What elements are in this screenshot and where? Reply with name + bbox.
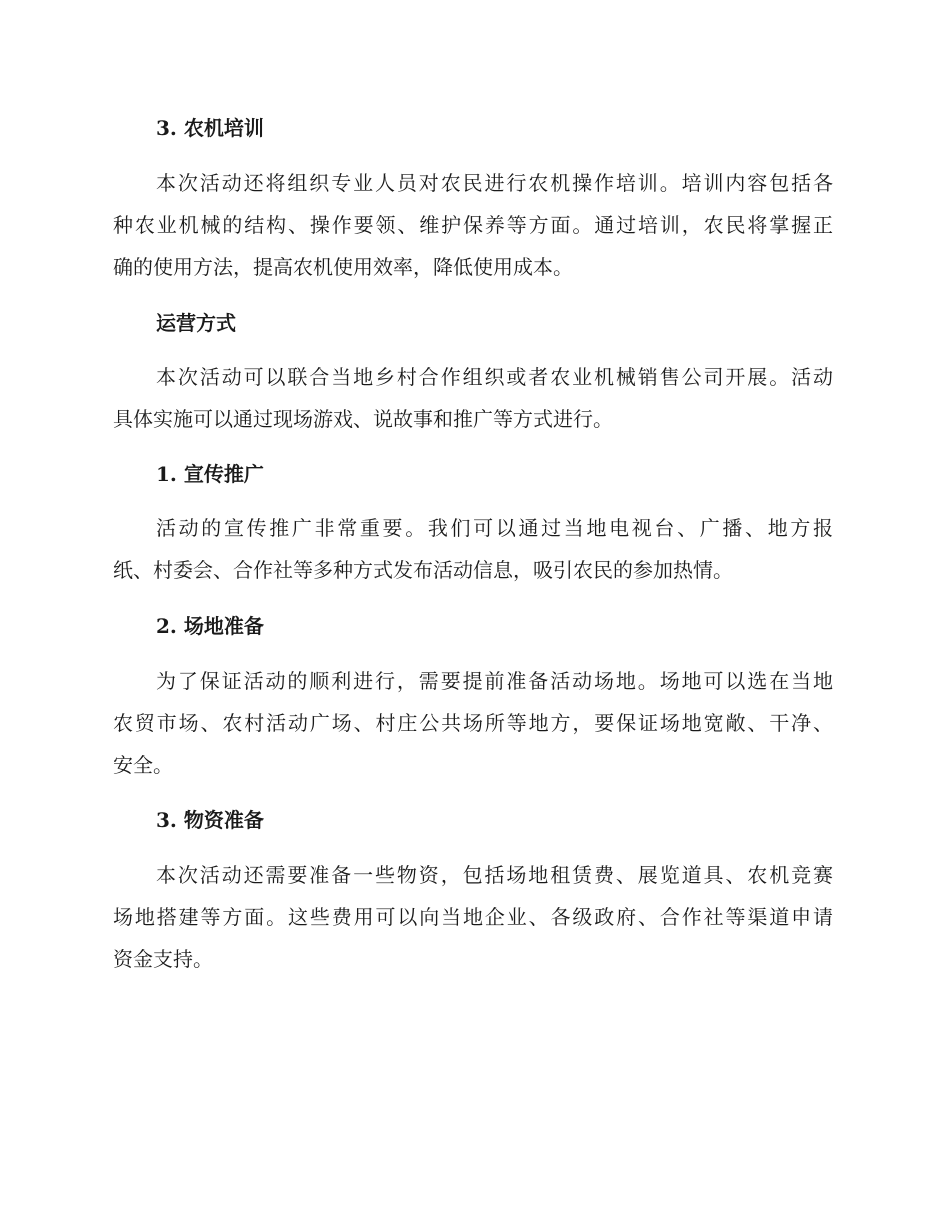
section-paragraph-materials-preparation [113,854,833,980]
paragraph-line: 本次活动还需要准备一些物资，包括场地租赁费、展览道具、农机竞赛 [156,863,833,887]
paragraph-line: 种农业机械的结构、操作要领、维护保养等方面。通过培训，农民将掌握正 [113,213,833,237]
paragraph-line: 本次活动可以联合当地乡村合作组织或者农业机械销售公司开展。活动 [156,365,833,389]
section-heading-promotion: 1. 宣传推广 [156,462,264,486]
paragraph-line: 活动的宣传推广非常重要。我们可以通过当地电视台、广播、地方报 [156,516,833,540]
paragraph-line: 具体实施可以通过现场游戏、说故事和推广等方式进行。 [113,407,613,431]
section-paragraph-farm-machinery-training [113,162,833,288]
section-heading-farm-machinery-training: 3. 农机培训 [156,116,264,140]
paragraph-line: 为了保证活动的顺利进行，需要提前准备活动场地。场地可以选在当地 [156,669,833,693]
paragraph-line: 本次活动还将组织专业人员对农民进行农机操作培训。培训内容包括各 [156,171,833,195]
section-heading-venue-preparation: 2. 场地准备 [156,614,264,638]
paragraph-line: 农贸市场、农村活动广场、村庄公共场所等地方，要保证场地宽敞、干净、 [113,711,833,735]
paragraph-line: 场地搭建等方面。这些费用可以向当地企业、各级政府、合作社等渠道申请 [113,905,833,929]
paragraph-line: 纸、村委会、合作社等多种方式发布活动信息，吸引农民的参加热情。 [113,558,733,582]
paragraph-line: 确的使用方法，提高农机使用效率，降低使用成本。 [113,255,573,279]
section-heading-materials-preparation: 3. 物资准备 [156,808,264,832]
section-paragraph-venue-preparation [113,660,833,786]
section-paragraph-promotion [113,507,833,591]
paragraph-line: 资金支持。 [113,947,213,971]
section-paragraph-operation-mode [113,356,833,440]
paragraph-line: 安全。 [113,753,173,777]
section-heading-operation-mode: 运营方式 [156,311,236,335]
